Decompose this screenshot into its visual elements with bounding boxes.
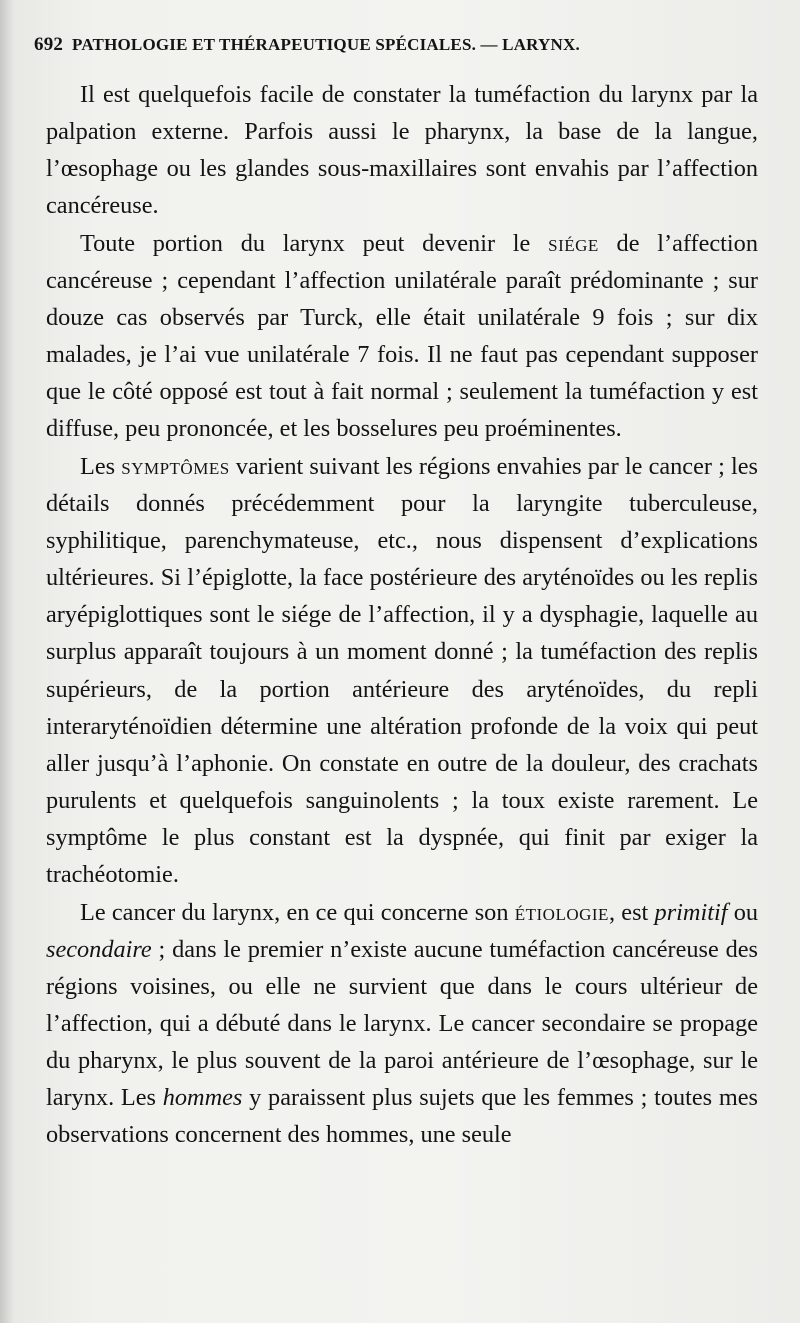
paragraph-text: ; dans le premier n’existe aucune tuméfaction cancéreuse des régions voisines, ou elle ne survient que dans le cours ultérieur de l’affection, qui a débuté dans le larynx. Le cancer secondaire se propage du pharynx, le plus souvent de la paroi antérieure de l’œsophage, sur le larynx. Les: [46, 935, 758, 1112]
paragraph: [46, 448, 758, 893]
paragraph-text: Toute portion du larynx peut devenir le: [80, 229, 549, 257]
paragraph-text: varient suivant les régions envahies par le cancer ; les détails donnés précédemment pour la laryngite tuberculeuse, syphilitique, parenchymateuse, etc., nous dispensent d’explications ultérieures. Si l’épiglotte, la face postérieure des aryténoïdes ou les replis aryépiglottiques sont le siége de l’affection, il y a dysphagie, laquelle au surplus apparaît toujours à un moment donné ; la tuméfaction des replis supérieurs, de la portion antérieure des aryténoïdes, du repli interaryténoïdien détermine une altération profonde de la voix qui peut aller jusqu’à l’aphonie. On constate en outre de la douleur, des crachats purulents et quelquefois sanguinolents ; la toux existe rarement. Le symptôme le plus constant est la dyspnée, qui finit par exiger la trachéotomie.: [46, 452, 758, 888]
paragraph: [46, 225, 758, 448]
running-head: PATHOLOGIE ET THÉRAPEUTIQUE SPÉCIALES. — LARYNX.: [72, 35, 580, 54]
paragraph: [46, 76, 758, 224]
italic-term-primitif: primitif: [654, 898, 728, 926]
paragraph-text: ou: [727, 898, 759, 926]
paragraph: [46, 894, 758, 1154]
italic-term-secondaire: secondaire: [46, 935, 152, 963]
paragraph-text: de l’affection cancéreuse ; cependant l’affection unilatérale paraît prédominante ; sur douze cas observés par Turck, elle était unilatérale 9 fois ; sur dix malades, je l’ai vue unilatérale 7 fois. Il ne faut pas cependant supposer que le côté opposé est tout à fait normal ; seulement la tuméfaction y est diffuse, peu prononcée, et les bosselures peu proéminentes.: [46, 229, 758, 443]
paragraph-text: Les: [80, 452, 122, 480]
smallcaps-term-siege: siége: [548, 229, 599, 257]
page-header: [34, 34, 754, 64]
italic-term-hommes: hommes: [162, 1084, 243, 1112]
page-spine-shadow: [0, 0, 14, 1323]
page-number: 692: [34, 34, 64, 55]
smallcaps-term-etiologie: étiologie: [514, 898, 609, 926]
body-text: [46, 76, 758, 1153]
paragraph-text: Le cancer du larynx, en ce qui concerne son: [80, 898, 515, 926]
paragraph-text: , est: [608, 898, 655, 926]
paragraph-text: y paraissent plus sujets que les femmes ; toutes mes observations concernent des hommes, une seule: [46, 1084, 758, 1149]
smallcaps-term-symptomes: symptômes: [121, 452, 230, 480]
paragraph-text: Il est quelquefois facile de constater la tuméfaction du larynx par la palpation externe. Parfois aussi le pharynx, la base de la langue, l’œsophage ou les glandes sous-maxillaires sont envahis par l’affection cancéreuse.: [46, 81, 758, 220]
